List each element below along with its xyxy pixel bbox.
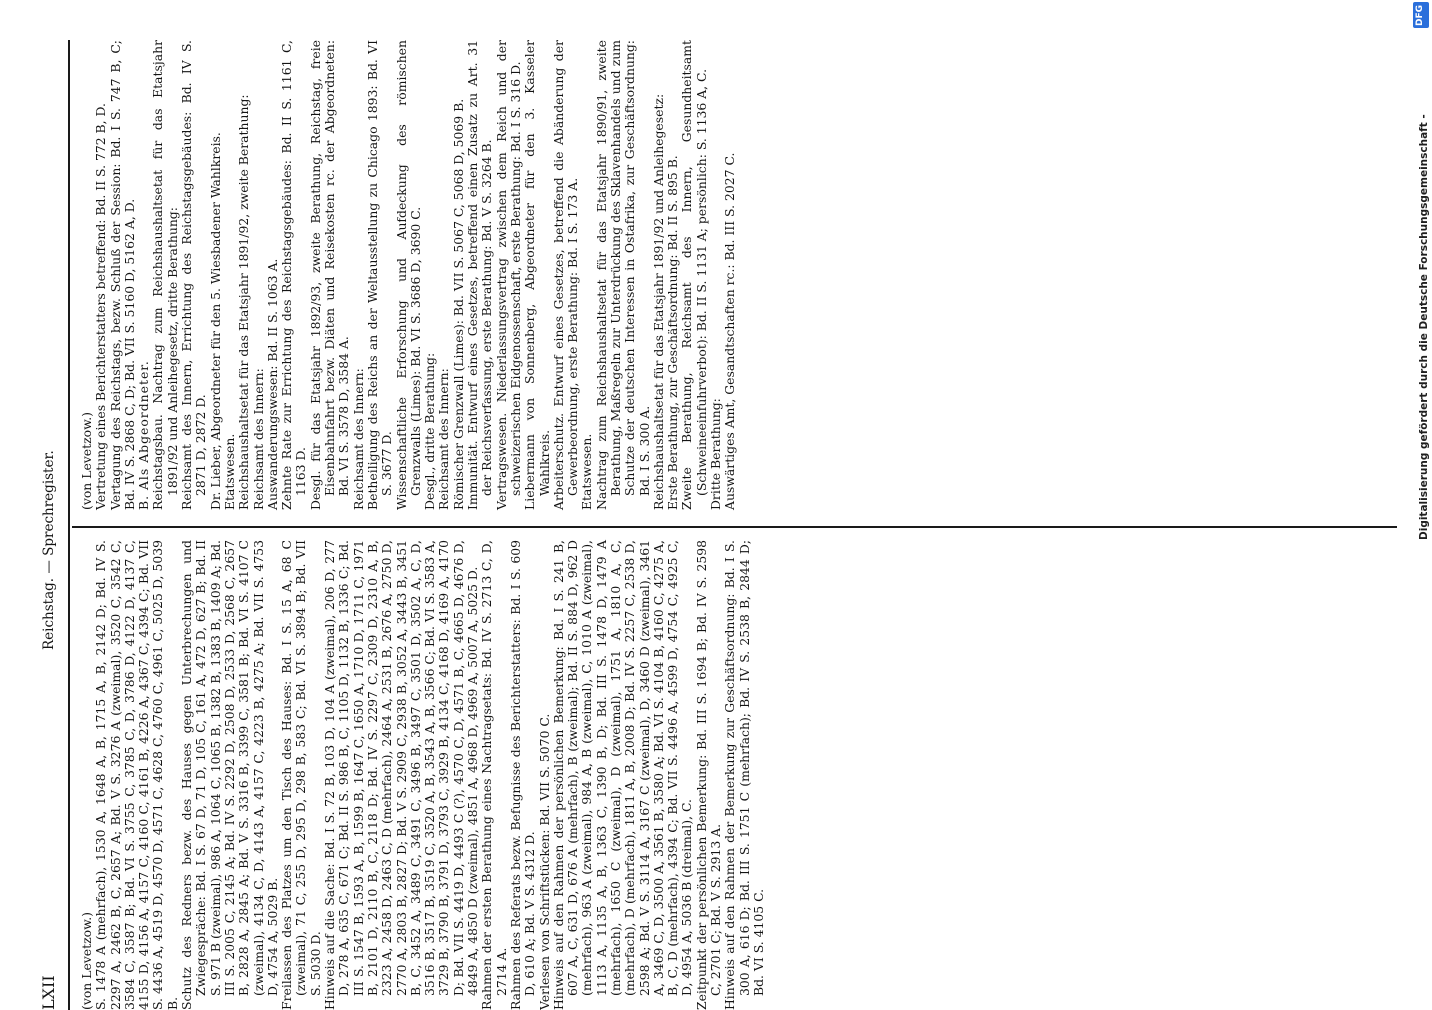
register-entry: Hinweis auf den Rahmen der Bemerkung zur Geschäftsordnung: Bd. I S. 300 A, 616 D; Bd. III S. 1751 C (mehrfach); Bd. IV S. 2538 B, 2844 D; Bd. VI S. 4105 C. bbox=[722, 540, 766, 1010]
register-entry: Hinweis auf den Rahmen der persönlichen Bemerkung: Bd. I S. 241 B, 607 A, C, 631 D, 676 A (mehrfach), B (zweimal); Bd. II S. 884 D, 962 D (mehrfach), 963 A (zweimal), 984 A, B (zweimal), C, 1010 A (zweimal), 1113 A, 1135 A, B, 1363 C, 1390 B, D; Bd. III S. 1478 D, 1479 A (mehrfach), 1650 C (zweimal), D (zweimal), 1751 A, 1810 A, C, (mehrfach), D (mehrfach), 1811 A, B, 2008 D; Bd. IV S. 2257 C, 2538 D, 2598 A; Bd. V S. 3114 A, 3167 C (zweimal), D, 3460 D (zweimal), 3461 A, 3469 C, D, 3500 A, 3561 B, 3580 A; Bd. VI S. 4104 B, 4160 C, 4275 A, B, C, D (mehrfach), 4394 C; Bd. VII S. 4496 A, 4599 D, 4754 C, 4925 C, D, 4954 A, 5036 B (dreimal), C. bbox=[550, 540, 695, 1010]
column-divider bbox=[72, 526, 1397, 528]
register-entry: Rahmen des Referats bezw. Befugnisse des Berichterstatters: Bd. I S. 609 D, 610 A; Bd. V S. 4312 D. bbox=[507, 540, 538, 1010]
register-entry: Etatswesen. bbox=[221, 433, 237, 510]
header-rule bbox=[68, 40, 70, 1010]
register-entry: Auswärtiges Amt, Gesandtschaften rc.: Bd. III S. 2027 C. bbox=[722, 152, 738, 510]
page-number: LXII bbox=[39, 975, 58, 1010]
left-continuation-label: (von Levetzow.) bbox=[79, 912, 94, 1010]
right-column bbox=[80, 40, 738, 510]
register-entry: Reichsamt des Innern: bbox=[350, 368, 366, 510]
left-column bbox=[80, 540, 766, 1010]
register-entry: Römischer Grenzwall (Limes): Bd. VII S. 5067 C, 5068 D, 5069 B. bbox=[450, 98, 466, 510]
register-entry: Reichsamt des Innern, Errichtung des Reichstagsgebäudes: Bd. IV S. 2871 D, 2872 D. bbox=[179, 40, 209, 510]
register-entry: Vertagung des Reichstags, bezw. Schluß der Session: Bd. I S. 747 B, C; Bd. IV S. 2868 C, D; Bd. VII S. 5160 D, 5162 A, D. bbox=[107, 40, 137, 510]
register-entry: Auswanderungswesen: Bd. II S. 1063 A. bbox=[264, 258, 280, 510]
register-entry: Reichstagsbau. Nachtrag zum Reichshaushaltsetat für das Etatsjahr 1891/92 und Anleihegesetz, dritte Berathung: bbox=[150, 40, 180, 510]
register-entry: Wissenschaftliche Erforschung und Aufdeckung des römischen Grenzwalls (Limes): Bd. VI S. 3686 D, 3690 C. bbox=[393, 40, 423, 510]
register-entry: Immunität. Entwurf eines Gesetzes, betreffend einen Zusatz zu Art. 31 der Reichsverfassung, erste Berathung: Bd. V S. 3264 B. bbox=[465, 40, 495, 510]
register-entry: Reichsamt des Innern: bbox=[250, 368, 266, 510]
dfg-logo-text: DFG bbox=[1415, 4, 1425, 26]
running-title: Reichstag. — Sprechregister. bbox=[41, 450, 57, 650]
register-entry: Zeitpunkt der persönlichen Bemerkung: Bd. III S. 1694 B; Bd. IV S. 2598 C, 2701 C; Bd. V S. 2913 A. bbox=[693, 540, 724, 1010]
register-entry: Reichsamt des Innern: bbox=[436, 368, 452, 510]
register-entry: Dr. Lieber, Abgeordneter für den 5. Wiesbadener Wahlkreis. bbox=[207, 132, 223, 510]
register-entry: Desgl. für das Etatsjahr 1892/93, zweite Berathung, Reichstag, freie Eisenbahnfahrt bezw. Diäten und Reisekosten rc. der Abgeordneten: Bd. VI S. 3578 D, 3584 A. bbox=[307, 40, 352, 510]
digitization-note: Digitalisierung gefördert durch die Deutsche Forschungsgemeinschaft - bbox=[1418, 114, 1430, 540]
right-column-lines bbox=[94, 40, 737, 510]
page-header bbox=[40, 40, 68, 1010]
register-entry: Reichshaushaltsetat für das Etatsjahr 1891/92, zweite Berathung: bbox=[236, 94, 252, 510]
rotated-register-page bbox=[40, 40, 1405, 1010]
register-entry: Vertretung eines Berichterstatters betreffend: Bd. II S. 772 B, D. bbox=[93, 103, 109, 510]
register-entry: Verlesen von Schriftstücken: Bd. VII S. 5070 C. bbox=[536, 713, 552, 1010]
register-entry: Nachtrag zum Reichshaushaltsetat für das Etatsjahr 1890/91, zweite Berathung, Maßregeln zur Unterdrückung des Sklavenhandels und zum Schutze der deutschen Interessen in Ostafrika, zur Geschäftsordnung: Bd. I S. 300 A. bbox=[593, 40, 652, 510]
register-entry: Reichshaushaltsetat für das Etatsjahr 1891/92 und Anleihegesetz: bbox=[650, 93, 666, 510]
register-entry: Desgl., dritte Berathung: bbox=[422, 352, 438, 510]
register-entry: Etatswesen. bbox=[579, 433, 595, 510]
register-entry: Zehnte Rate zur Errichtung des Reichstagsgebäudes: Bd. II S. 1161 C, 1163 D. bbox=[279, 40, 309, 510]
right-continuation-label: (von Levetzow.) bbox=[79, 412, 94, 510]
register-entry: Arbeiterschutz. Entwurf eines Gesetzes, betreffend die Abänderung der Gewerbeordnung, erste Berathung: Bd. I S. 173 A. bbox=[550, 40, 581, 510]
register-entry: Freilassen des Platzes um den Tisch des Hauses: Bd. I S. 15 A, 68 C (zweimal), 71 C, 255 D, 295 D, 298 B, 583 C; Bd. VI S. 3894 B; Bd. VII S. 5030 D. bbox=[279, 540, 323, 1010]
register-entry: Dritte Berathung: bbox=[708, 398, 724, 510]
register-entry: Schutz des Redners bezw. des Hauses gegen Unterbrechungen und Zwiegespräche: Bd. I S. 67 D, 71 D, 105 C, 161 A, 472 D, 627 B; Bd. II S. 971 B (zweimal), 986 A, 1064 C, 1065 B, 1382 B, 1383 B, 1409 A; Bd. III S. 2005 C, 2145 A; Bd. IV S. 2292 D, 2508 D, 2533 D, 2568 C, 2657 B, 2828 A, 2845 A; Bd. V S. 3316 B, 3399 C, 3581 B; Bd. VI S. 4107 C (zweimal), 4134 C, D, 4143 A, 4157 C, 4223 B, 4275 A; Bd. VII S. 4753 D, 4754 A, 5029 B. bbox=[179, 540, 280, 1010]
register-entry: Hinweis auf die Sache: Bd. I S. 72 B, 103 D, 104 A (zweimal), 206 D, 277 D, 278 A, 635 C, 671 C; Bd. II S. 986 B, C, 1105 D, 1132 B, 1336 C; Bd. III S. 1547 B, 1593 A, B, 1599 B, 1647 C, 1650 A, 1710 D, 1711 C, 1971 B, 2101 D, 2110 B, C, 2118 D; Bd. IV S. 2297 C, 2309 D, 2310 A, B, 2323 A, 2458 D, 2463 C, D (mehrfach), 2464 A, 2531 B, 2676 A, 2750 D, 2770 A, 2803 B, 2827 D; Bd. V S. 2909 C, 2938 B, 3052 A, 3443 B, 3451 B, C, 3452 A, 3489 C, 3491 C, 3496 B, 3497 C, 3501 D, 3502 A, C, D, 3516 B, 3517 B, 3519 C, 3520 A, B, 3543 A, B, 3566 C; Bd. VI S. 3583 A, 3729 B, 3790 B, 3791 D, 3793 C, 3929 B, 4134 C, 4168 D, 4169 A, 4170 D; Bd. VII S. 4419 D, 4493 C (?), 4570 C, D, 4571 B, C, 4665 D, 4676 D, 4849 A, 4850 D (zweimal), 4851 A, 4968 D, 4969 A, 5007 A, 5025 D. bbox=[322, 540, 481, 1010]
register-entry: Rahmen der ersten Berathung eines Nachtragsetats: Bd. IV S. 2713 C, D, 2714 A. bbox=[479, 540, 509, 1010]
left-intro-entry: S. 1478 A (mehrfach), 1530 A, 1648 A, B, 1715 A, B, 2142 D; Bd. IV S. 2297 A, 2462 B, C, 2657 A; Bd. V S. 3276 A (zweimal), 3520 C, 3542 C, 3584 C, 3587 B; Bd. VI S. 3755 C, 3785 C, D, 3786 D, 4122 D, 4137 C, 4155 D, 4156 A, 4157 C, 4160 C, 4161 B, 4226 A, 4367 C, 4394 C; Bd. VII S. 4436 A, 4519 D, 4570 D, 4571 C, 4628 C, 4760 C, 4961 C, 5025 D, 5039 B. bbox=[93, 540, 180, 1010]
register-entry: Erste Berathung, zur Geschäftsordnung: Bd. II S. 895 B. bbox=[665, 155, 681, 510]
register-entry: Liebermann von Sonnenberg, Abgeordneter für den 3. Kasseler Wahlkreis. bbox=[522, 40, 552, 510]
register-entry: Betheiligung des Reichs an der Weltausstellung zu Chicago 1893: Bd. VI S. 3677 D. bbox=[364, 40, 395, 510]
register-entry: Vertragswesen. Niederlassungsvertrag zwischen dem Reich und der schweizerischen Eidgenossenschaft, erste Berathung: Bd. I S. 316 D. bbox=[493, 40, 523, 510]
register-entry: Zweite Berathung, Reichsamt des Innern, Gesundheitsamt (Schweineeinfuhrverbot): Bd. II S. 1131 A; persönlich: S. 1136 A, C. bbox=[679, 40, 709, 510]
section-heading: B. Als Abgeordneter. bbox=[136, 360, 152, 510]
